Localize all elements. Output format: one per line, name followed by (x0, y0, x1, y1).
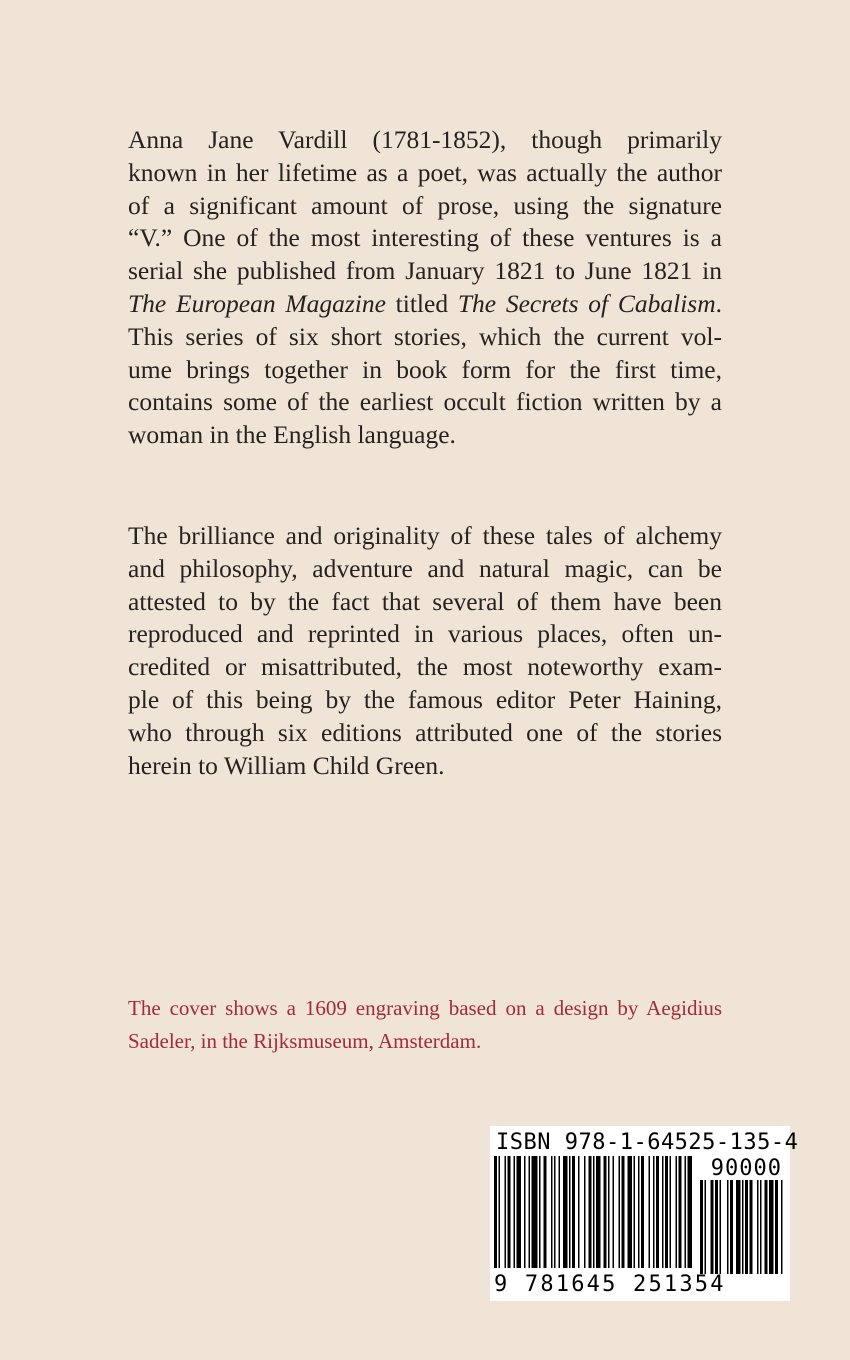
blurb-2-line: attested to by the fact that several of them have been (128, 586, 722, 616)
addon-bar (700, 1180, 703, 1274)
addon-bar (720, 1180, 722, 1274)
series-title: The Secrets of Cabalism (457, 288, 716, 318)
barcode-bar (578, 1156, 580, 1268)
addon-bar (781, 1180, 783, 1274)
cover-credit (128, 992, 722, 1058)
blurb-2-line: and philosophy, adventure and natural magic, can be (128, 553, 722, 583)
blurb-2-line: ple of this being by the famous editor Peter Haining, (128, 684, 722, 714)
barcode-bar (670, 1156, 672, 1268)
addon-bar (745, 1180, 748, 1274)
blurb-2-line: credited or misattributed, the most noteworthy exam- (128, 652, 722, 682)
barcode-bar (641, 1156, 644, 1268)
addon-bar (715, 1180, 718, 1274)
blurb-2-line: herein to William Child Green. (128, 750, 445, 780)
blurb-paragraph-2 (128, 520, 722, 782)
isbn-label: ISBN 978-1-64525-135-4 (496, 1130, 799, 1155)
addon-bar (705, 1180, 707, 1274)
addon-digits: 90000 (710, 1156, 782, 1181)
barcode-bar (524, 1156, 526, 1268)
barcode-bar (656, 1156, 659, 1268)
blurb-1-line: “V.” One of the most interesting of these ventures is a (128, 223, 722, 253)
barcode-bar (532, 1156, 538, 1268)
blurb-1-line: serial she published from January 1821 to June 1821 in (128, 256, 722, 286)
blurb-paragraph-1 (128, 124, 722, 452)
barcode-bar (508, 1156, 511, 1268)
barcode-bar (499, 1156, 501, 1268)
barcode-bar (589, 1156, 592, 1268)
barcode-bar (563, 1156, 568, 1268)
barcode-bar (494, 1156, 497, 1268)
barcode-bar (665, 1156, 668, 1268)
barcode-bar (613, 1156, 615, 1268)
addon-bar (736, 1180, 741, 1274)
ean-digits: 9 781645 251354 (494, 1272, 726, 1297)
blurb-1-line: woman in the English language. (128, 420, 456, 450)
barcode-bar (679, 1156, 682, 1268)
barcode-bar (685, 1156, 687, 1268)
blurb-2-line: who through six editions attributed one of the stories (128, 717, 722, 747)
blurb-2-line: reproduced and reprinted in various places, often un- (128, 619, 722, 649)
blurb-1-line-titles: The European Magazine titled The Secrets of Cabalism. (128, 288, 722, 318)
barcode-bar (638, 1156, 640, 1268)
barcode-bar (572, 1156, 575, 1268)
addon-bar (727, 1180, 729, 1274)
barcode-bar (662, 1156, 664, 1268)
barcode-bar (505, 1156, 507, 1268)
cover-credit-line: The cover shows a 1609 engraving based on a design by Aegidius (128, 996, 722, 1020)
blurb-1-line: known in her lifetime as a poet, was actually the author (128, 157, 722, 187)
blurb-1-line: This series of six short stories, which the current vol- (128, 321, 722, 351)
barcode-bar (539, 1156, 541, 1268)
addon-bar (711, 1180, 714, 1274)
barcode-bar (596, 1156, 601, 1268)
barcode-bar (604, 1156, 607, 1268)
barcode-bar (544, 1156, 547, 1268)
barcode-bar (676, 1156, 678, 1268)
barcode-bar (634, 1156, 636, 1268)
barcode-bar (653, 1156, 655, 1268)
isbn-barcode (490, 1126, 799, 1301)
blurb-1-line: of a significant amount of prose, using the signature (128, 190, 722, 220)
addon-bar (760, 1180, 762, 1274)
addon-bar (765, 1180, 768, 1274)
addon-bar (769, 1180, 774, 1274)
barcode-bar (608, 1156, 610, 1268)
blurb-2-line: The brilliance and originality of these tales of alchemy (128, 521, 722, 550)
barcode-bar (619, 1156, 621, 1268)
blurb-1-line: ume brings together in book form for the first time, (128, 354, 722, 384)
barcode-bar (529, 1156, 531, 1268)
barcode-bar (628, 1156, 633, 1268)
barcode-bar (514, 1156, 516, 1268)
barcode-bar (593, 1156, 595, 1268)
barcode-bar (551, 1156, 553, 1268)
addon-bar (750, 1180, 753, 1274)
cover-credit-line: Sadeler, in the Rijksmuseum, Amsterdam. (128, 1029, 482, 1053)
addon-bar (775, 1180, 778, 1274)
magazine-title: The European Magazine (128, 288, 386, 318)
addon-bar (742, 1180, 744, 1274)
barcode-bar (649, 1156, 651, 1268)
barcode-bar (622, 1156, 625, 1268)
blurb-1-line: Anna Jane Vardill (1781-1852), though primarily (128, 125, 722, 154)
blurb-1-line: contains some of the earliest occult fiction written by a (128, 387, 722, 417)
barcode-bar (517, 1156, 522, 1268)
addon-bar (757, 1180, 759, 1274)
addon-bar (730, 1180, 733, 1274)
barcode-bar (569, 1156, 571, 1268)
barcode-bar (554, 1156, 556, 1268)
barcode-bar (559, 1156, 561, 1268)
barcode-bar (688, 1156, 693, 1268)
barcode-bar (584, 1156, 586, 1268)
